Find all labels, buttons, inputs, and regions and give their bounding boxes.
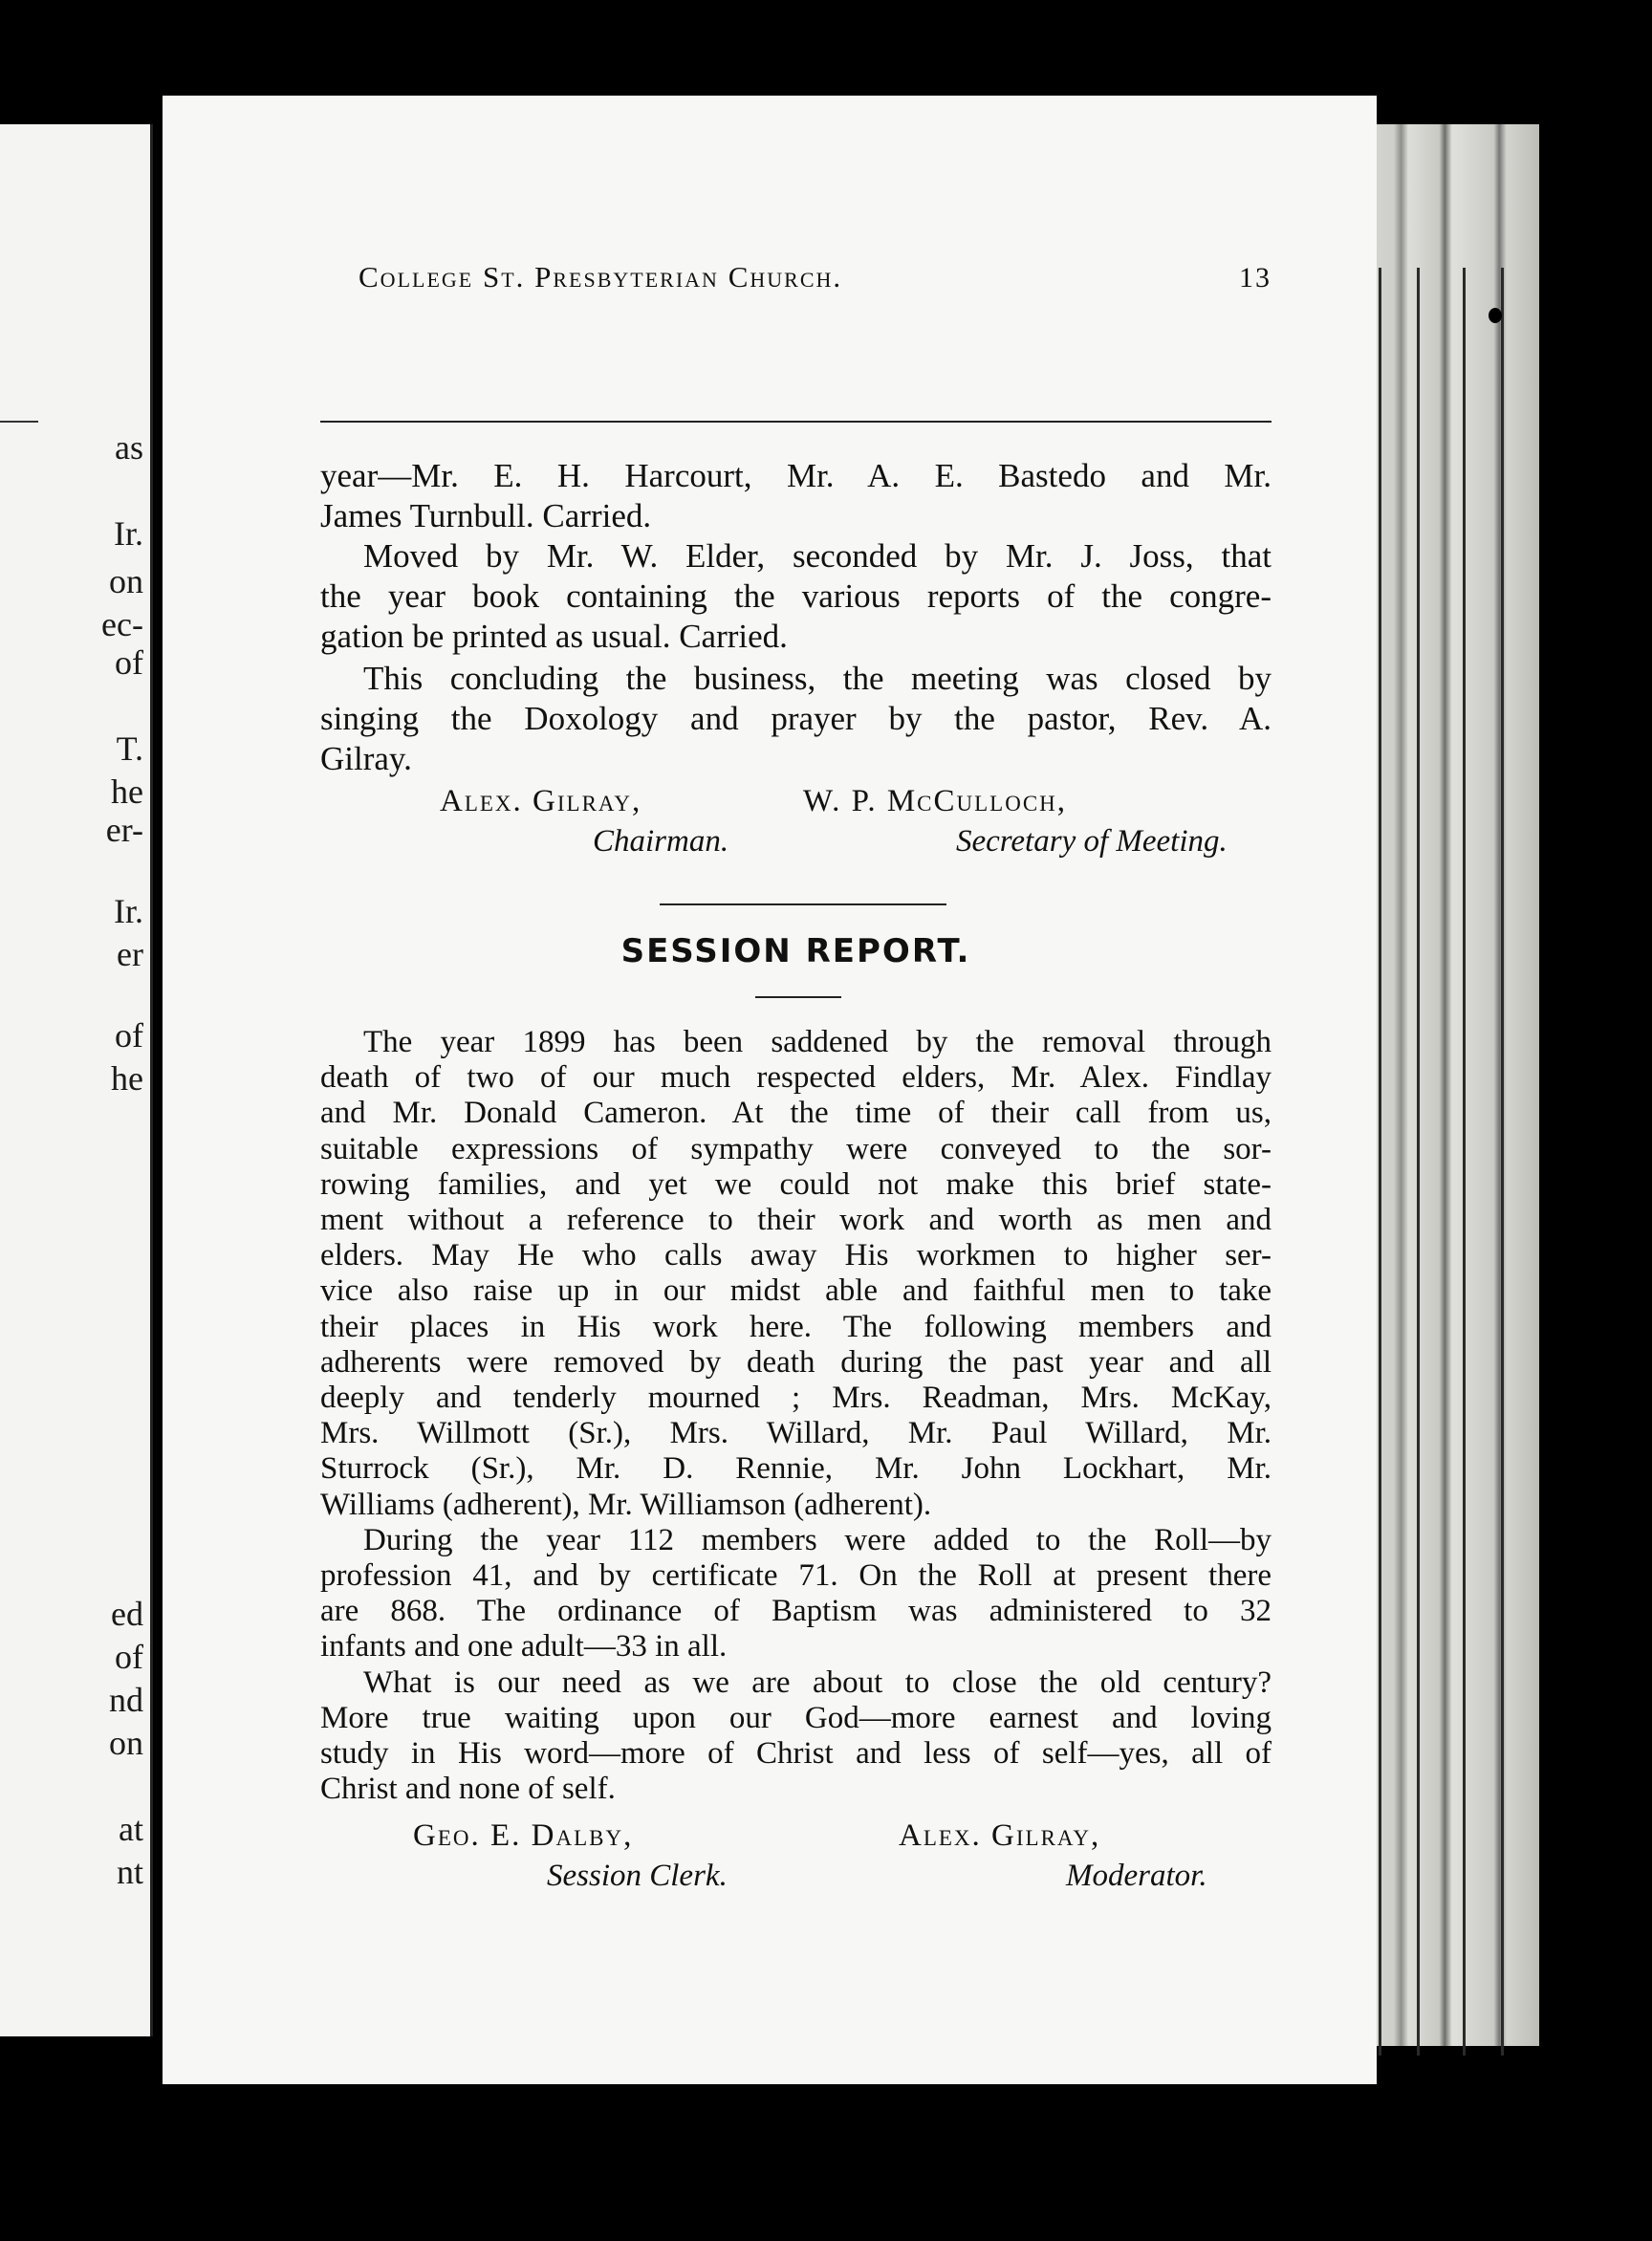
header-title: College St. Presbyterian Church.: [359, 260, 843, 294]
minutes-line: the year book containing the various reports of the congre-: [320, 577, 1272, 615]
binding-hole: [1489, 308, 1502, 323]
report-line: Williams (adherent), Mr. Williamson (adherent).: [320, 1487, 932, 1522]
minutes-line: This concluding the business, the meeting was closed by: [363, 660, 1272, 697]
signature-secretary: [803, 784, 1228, 859]
report-line: The year 1899 has been saddened by the removal through: [363, 1025, 1272, 1059]
report-line: More true waiting upon our God—more earnest and loving: [320, 1700, 1272, 1735]
report-line: Mrs. Willmott (Sr.), Mrs. Willard, Mr. Paul Willard, Mr.: [320, 1416, 1272, 1451]
signature-role: Moderator.: [1066, 1859, 1207, 1893]
left-page-fragment-text: of: [115, 1638, 143, 1676]
left-page-fragment-text: ed: [111, 1595, 143, 1633]
signature-moderator: [899, 1818, 1207, 1893]
left-page-fragment-text: of: [115, 1016, 143, 1055]
left-page-fragment-text: of: [115, 643, 143, 682]
header-rule: [320, 421, 1272, 423]
report-line: Christ and none of self.: [320, 1772, 616, 1807]
signature-role: Chairman.: [593, 824, 729, 859]
report-line: study in His word—more of Christ and less of self—yes, all of: [320, 1736, 1272, 1771]
left-page-fragment-text: at: [119, 1810, 143, 1848]
running-header: [359, 260, 1272, 317]
section-title: SESSION REPORT.: [620, 932, 971, 970]
report-line: Sturrock (Sr.), Mr. D. Rennie, Mr. John Lockhart, Mr.: [320, 1451, 1272, 1487]
left-page-fragment-text: on: [109, 1724, 143, 1762]
signature-name: Alex. Gilray,: [899, 1818, 1101, 1853]
left-page-fragment-text: as: [115, 428, 143, 467]
left-page-fragment-text: er: [117, 935, 143, 973]
report-line: death of two of our much respected elders, Mr. Alex. Findlay: [320, 1060, 1272, 1096]
left-page-rule: [0, 421, 38, 423]
edge-line: [1463, 268, 1466, 2056]
minutes-line: James Turnbull. Carried.: [320, 497, 652, 534]
left-page-fragment-text: nd: [109, 1681, 143, 1719]
report-line: What is our need as we are about to close the old century?: [363, 1664, 1272, 1700]
section-divider: [660, 903, 946, 905]
report-line: rowing families, and yet we could not make this brief state-: [320, 1166, 1272, 1202]
page-number: 13: [1239, 262, 1272, 294]
signature-session-clerk: [413, 1818, 728, 1893]
report-line: are 868. The ordinance of Baptism was administered to 32: [320, 1594, 1272, 1629]
report-line: deeply and tenderly mourned ; Mrs. Readman, Mrs. McKay,: [320, 1381, 1272, 1415]
report-line: profession 41, and by certificate 71. On the Roll at present there: [320, 1558, 1272, 1593]
report-line: adherents were removed by death during the past year and all: [320, 1344, 1272, 1380]
signature-chairman: [440, 784, 729, 859]
report-line: their places in His work here. The following members and: [320, 1309, 1272, 1344]
page-edges: [1358, 124, 1539, 2046]
left-page-fragment-text: ec-: [101, 605, 143, 643]
report-line: and Mr. Donald Cameron. At the time of their call from us,: [320, 1096, 1272, 1131]
minutes-line: gation be printed as usual. Carried.: [320, 618, 788, 655]
title-underline: [755, 996, 841, 998]
signature-name: Alex. Gilray,: [440, 784, 642, 818]
signature-role: Session Clerk.: [547, 1859, 728, 1893]
edge-line: [1501, 268, 1504, 2056]
minutes-line: Gilray.: [320, 740, 412, 777]
left-page-fragment-text: er-: [105, 811, 143, 849]
report-line: vice also raise up in our midst able and faithful men to take: [320, 1273, 1272, 1309]
edge-line: [1379, 268, 1381, 2056]
minutes-line: Moved by Mr. W. Elder, seconded by Mr. J. Joss, that: [363, 537, 1272, 575]
left-page-fragment-text: he: [111, 1059, 143, 1098]
report-line: elders. May He who calls away His workmen to higher ser-: [320, 1238, 1272, 1273]
signature-role: Secretary of Meeting.: [956, 824, 1228, 859]
report-line: suitable expressions of sympathy were conveyed to the sor-: [320, 1131, 1272, 1166]
left-page-fragment-text: Ir.: [114, 892, 143, 930]
report-line: During the year 112 members were added to the Roll—by: [363, 1522, 1272, 1557]
minutes-line: year—Mr. E. H. Harcourt, Mr. A. E. Bastedo and Mr.: [320, 457, 1272, 494]
left-page-fragment-text: he: [111, 772, 143, 811]
signature-name: Geo. E. Dalby,: [413, 1818, 634, 1853]
left-page-fragment-text: T.: [116, 729, 143, 768]
left-page-fragment-text: on: [109, 562, 143, 600]
minutes-line: singing the Doxology and prayer by the pastor, Rev. A.: [320, 700, 1272, 737]
left-page-fragment-text: nt: [116, 1853, 143, 1891]
left-page-fragment-text: Ir.: [114, 514, 143, 553]
report-line: ment without a reference to their work and worth as men and: [320, 1203, 1272, 1237]
report-line: infants and one adult—33 in all.: [320, 1629, 728, 1664]
edge-line: [1417, 268, 1420, 2056]
signature-name: W. P. McCulloch,: [803, 784, 1068, 818]
